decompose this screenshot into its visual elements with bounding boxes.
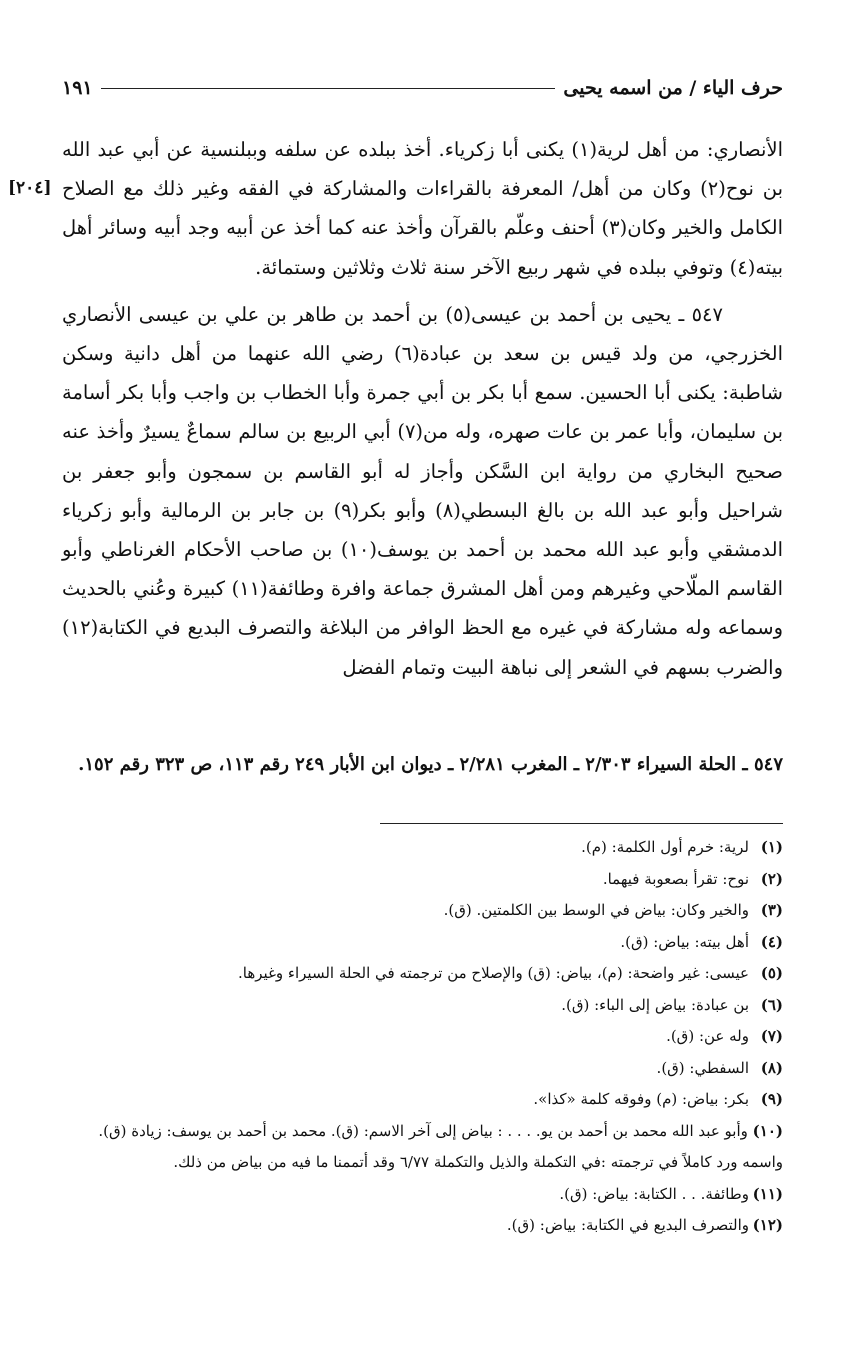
footnote-text: نوح: تقرأ بصعوبة فيهما. — [602, 869, 749, 888]
running-title: حرف الياء / من اسمه يحيى — [563, 77, 783, 99]
footnotes — [62, 832, 783, 1242]
footnote-text: لرية: خرم أول الكلمة: (م). — [581, 838, 749, 856]
footnote-text: بن عبادة: بياض إلى الباء: (ق). — [561, 995, 749, 1014]
entry-547: ٥٤٧ ـ يحيى بن أحمد بن عيسى(٥) بن أحمد بن طاهر بن علي بن عيسى الأنصاري الخزرجي، من ولد قيس بن سعد بن عبادة(٦) رضي الله عنهما من أهل دانية وسكن شاطبة: يكنى أبا الحسين. سمع أبا بكر بن أبي جمرة وأبا الخطاب بن واجب وأبا بكر أسامة بن سليمان، وأبا عمر بن عات صهره، وله من(٧) أبي الربيع بن سالم سماعٌ يسيرٌ وأخذ عنه صحيح البخاري من رواية ابن السَّكن وأجاز له أبو القاسم بن سمجون وأبو جعفر بن شراحيل وأبو عبد الله بن بالغ البسطي(٨) وأبو بكر(٩) بن جابر بن الرمالية وأبو زكرياء الدمشقي وأبو عبد الله محمد بن أحمد بن يوسف(١٠) بن صاحب الأحكام الغرناطي وأبو القاسم الملّاحي وغيرهم ومن أهل المشرق جماعة وافرة وطائفة(١١) كبيرة وعُني بالحديث وسماعه وله مشاركة في غيره مع الحظ الوافر من البلاغة والتصرف البديع في الكتابة(١٢) والضرب بسهم في الشعر إلى نباهة البيت وتمام الفضل — [62, 302, 783, 679]
footnote — [62, 1210, 783, 1242]
footnote-text: والخير وكان: بياض في الوسط بين الكلمتين. (ق). — [443, 901, 749, 919]
footnote-number: (٧) — [760, 1027, 783, 1045]
footnote-number: (٣) — [760, 901, 783, 919]
footnote-number: (١) — [760, 838, 783, 856]
footnote-text: وأبو عبد الله محمد بن أحمد بن يو. . . . : بياض إلى آخر الاسم: (ق). محمد بن أحمد بن يوسف: زيادة (ق). واسمه ورد كاملاً في ترجمته :في التكملة والذيل والتكملة ٦/٧٧ وقد أتممنا ما فيه من بياض من ذلك. — [98, 1121, 783, 1171]
footnote — [62, 1116, 783, 1179]
paragraph-continuation: الأنصاري: من أهل لرية(١) يكنى أبا زكرياء. أخذ ببلده عن سلفه وببلنسية عن أبي عبد الله بن نوح(٢) وكان من أهل/ المعرفة بالقراءات والمشاركة في الفقه وغير ذلك مع الصلاح الكامل والخير وكان(٣) أحنف وعلّم بالقرآن وأخذ عنه كما أخذ عن أبيه وجد أبيه وسائر أهل بيته(٤) وتوفي ببلده في شهر ربيع الآخر سنة ثلاث وثلاثين وستمائة. — [62, 138, 783, 279]
footnote — [62, 895, 783, 927]
footnote-number: (١٠) — [752, 1121, 783, 1140]
running-head — [62, 68, 783, 108]
footnote-number: (٢) — [760, 869, 783, 888]
manuscript-folio-marker: [٢٠٤] — [8, 178, 52, 198]
footnote-text: أهل بيته: بياض: (ق). — [620, 932, 749, 951]
footnote — [62, 1021, 783, 1053]
footnote — [62, 1084, 783, 1116]
footnote — [62, 958, 783, 990]
footnote — [62, 927, 783, 959]
footnote-text: بكر: بياض: (م) وفوقه كلمة «كذا». — [533, 1090, 749, 1108]
footnote-number: (٥) — [760, 964, 783, 982]
entry-sources: ٥٤٧ ـ الحلة السيراء ٢/٣٠٣ ـ المغرب ٢/٢٨١ ـ ديوان ابن الأبار ٢٤٩ رقم ١١٣، ص ٣٢٣ رقم ١٥٢. — [78, 754, 783, 775]
footnote-text: وله عن: (ق). — [666, 1027, 749, 1045]
footnote-number: (٦) — [760, 995, 783, 1014]
footnote-text: وطائفة. . . الكتابة: بياض: (ق). — [559, 1184, 749, 1203]
footnote-number: (٨) — [760, 1058, 783, 1077]
main-text — [62, 130, 783, 687]
footnote-number: (٤) — [760, 932, 783, 951]
footnote-text: والتصرف البديع في الكتابة: بياض: (ق). — [506, 1216, 749, 1234]
footnote-number: (١٢) — [752, 1216, 783, 1234]
footnote-number: (١١) — [752, 1184, 783, 1203]
footnote — [62, 1179, 783, 1211]
header-rule — [101, 88, 556, 89]
footnote-divider — [380, 823, 783, 824]
footnote — [62, 864, 783, 896]
page-number: ١٩١ — [62, 77, 93, 99]
footnote-text: عيسى: غير واضحة: (م)، بياض: (ق) والإصلاح من ترجمته في الحلة السيراء وغيرها. — [238, 964, 749, 982]
footnote-number: (٩) — [760, 1090, 783, 1108]
footnote — [62, 990, 783, 1022]
footnote-text: السفطي: (ق). — [656, 1058, 749, 1077]
footnote — [62, 1053, 783, 1085]
footnote — [62, 832, 783, 864]
